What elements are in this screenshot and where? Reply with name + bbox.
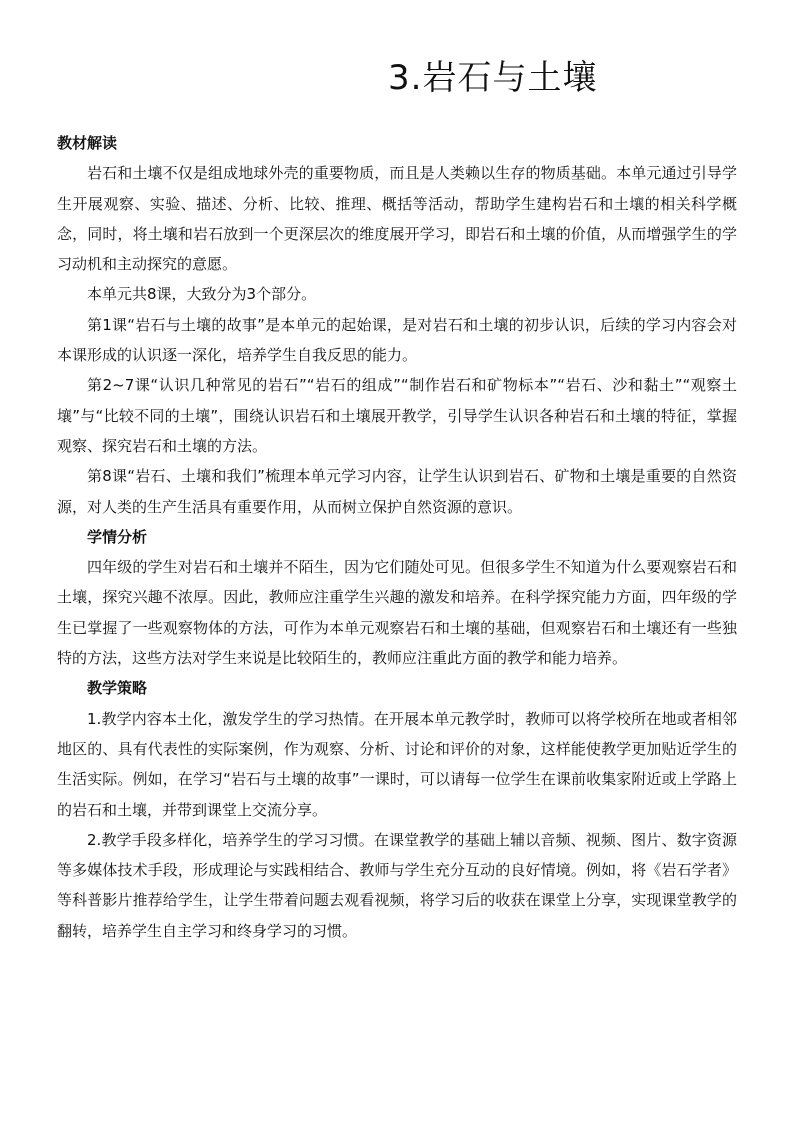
- paragraph: 第8课“岩石、土壤和我们”梳理本单元学习内容，让学生认识到岩石、矿物和土壤是重要的自然资源，对人类的生产生活具有重要作用，从而树立保护自然资源的意识。: [57, 467, 737, 516]
- section-heading: 教学策略: [87, 679, 148, 698]
- paragraph: 岩石和土壤不仅是组成地球外壳的重要物质，而且是人类赖以生存的物质基础。本单元通过引导学生开展观察、实验、描述、分析、比较、推理、概括等活动，帮助学生建构岩石和土壤的相关科学概念，同时，将土壤和岩石放到一个更深层次的维度展开学习，即岩石和土壤的价值，从而增强学生的学习动机和主动探究的意愿。: [57, 164, 737, 274]
- section-student-analysis: [57, 522, 737, 673]
- section-heading: 教材解读: [57, 134, 118, 152]
- page-title: 3.岩石与土壤: [388, 58, 598, 98]
- paragraph: 四年级的学生对岩石和土壤并不陌生，因为它们随处可见。但很多学生不知道为什么要观察岩石和土壤，探究兴趣不浓厚。因此，教师应注重学生兴趣的激发和培养。在科学探究能力方面，四年级的学生已掌握了一些观察物体的方法，可作为本单元观察岩石和土壤的基础，但观察岩石和土壤还有一些独特的方法，这些方法对学生来说是比较陌生的，教师应注重此方面的教学和能力培养。: [57, 558, 737, 668]
- paragraph: 本单元共8课，大致分为3个部分。: [87, 285, 317, 304]
- paragraph: 1.教学内容本土化，激发学生的学习热情。在开展本单元教学时，教师可以将学校所在地或者相邻地区的、具有代表性的实际案例，作为观察、分析、讨论和评价的对象，这样能使教学更加贴近学生的生活实际。例如，在学习“岩石与土壤的故事”一课时，可以请每一位学生在课前收集家附近或上学路上的岩石和土壤，并带到课堂上交流分享。: [57, 709, 737, 819]
- paragraph: 2.教学手段多样化，培养学生的学习习惯。在课堂教学的基础上辅以音频、视频、图片、数字资源等多媒体技术手段，形成理论与实践相结合、教师与学生充分互动的良好情境。例如，将《岩石学者》等科普影片推荐给学生，让学生带着问题去观看视频，将学习后的收获在课堂上分享，实现课堂教学的翻转，培养学生自主学习和终身学习的习惯。: [57, 830, 737, 940]
- document-body: [57, 128, 737, 946]
- paragraph: 第2~7课“认识几种常见的岩石”“岩石的组成”“制作岩石和矿物标本”“岩石、沙和黏土”“观察土壤”与“比较不同的土壤”，围绕认识岩石和土壤展开教学，引导学生认识各种岩石和土壤的特征，掌握观察、探究岩石和土壤的方法。: [57, 376, 737, 455]
- section-textbook-analysis: [57, 128, 737, 522]
- section-teaching-strategy: [57, 673, 737, 946]
- paragraph: 第1课“岩石与土壤的故事”是本单元的起始课，是对岩石和土壤的初步认识，后续的学习内容会对本课形成的认识逐一深化，培养学生自我反思的能力。: [57, 315, 737, 365]
- section-heading: 学情分析: [87, 527, 148, 546]
